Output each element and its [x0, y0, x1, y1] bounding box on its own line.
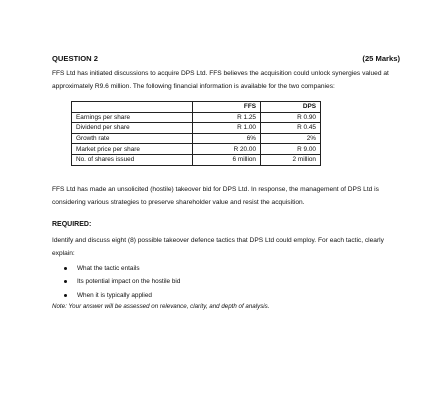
ffs-value: R 20.00 — [193, 144, 261, 155]
table-row — [72, 154, 321, 165]
bullet-icon — [64, 294, 67, 297]
assessment-note: Note: Your answer will be assessed on relevance, clarity, and depth of analysis. — [52, 303, 270, 311]
table-header-dps: DPS — [261, 102, 321, 113]
ffs-value: 6 million — [193, 154, 261, 165]
list-item-text: When it is typically applied — [77, 291, 152, 299]
financial-info-table — [71, 101, 321, 166]
question-header — [52, 52, 400, 64]
bullet-icon — [64, 280, 67, 283]
dps-value: 2 million — [261, 154, 321, 165]
ffs-value: R 1.00 — [193, 123, 261, 134]
required-heading: REQUIRED: — [52, 220, 92, 228]
bid-paragraph: FFS Ltd has made an unsolicited (hostile) takeover bid for DPS Ltd. In response, the management of DPS Ltd is considering various strategies to preserve shareholder value and resist the acquisition. — [52, 185, 379, 206]
table-header-blank — [72, 102, 193, 113]
dps-value: 2% — [261, 133, 321, 144]
ffs-value: R 1.25 — [193, 112, 261, 123]
question-title: QUESTION 2 — [52, 53, 98, 63]
table-row — [72, 123, 321, 134]
row-label: Earnings per share — [72, 112, 193, 123]
list-item — [64, 262, 400, 276]
dps-value: R 9.00 — [261, 144, 321, 155]
list-item — [64, 289, 400, 303]
dps-value: R 0.45 — [261, 123, 321, 134]
table-header-ffs: FFS — [193, 102, 261, 113]
dps-value: R 0.90 — [261, 112, 321, 123]
table-row — [72, 144, 321, 155]
question-marks: (25 Marks) — [362, 53, 400, 63]
row-label: No. of shares issued — [72, 154, 193, 165]
table-row — [72, 133, 321, 144]
row-label: Dividend per share — [72, 123, 193, 134]
ffs-value: 6% — [193, 133, 261, 144]
table-row — [72, 112, 321, 123]
list-item-text: Its potential impact on the hostile bid — [77, 278, 181, 286]
intro-paragraph: FFS Ltd has initiated discussions to acquire DPS Ltd. FFS believes the acquisition could unlock synergies valued at approximately R9.6 million. The following financial information is available for the two companies: — [52, 70, 389, 90]
bullet-icon — [64, 267, 67, 270]
row-label: Growth rate — [72, 133, 193, 144]
required-text: Identify and discuss eight (8) possible takeover defence tactics that DPS Ltd could employ. For each tactic, clearly explain: — [52, 236, 384, 257]
row-label: Market price per share — [72, 144, 193, 155]
table-header-row — [72, 102, 321, 113]
list-item — [64, 275, 400, 289]
required-points-list — [52, 262, 400, 303]
list-item-text: What the tactic entails — [77, 264, 140, 272]
